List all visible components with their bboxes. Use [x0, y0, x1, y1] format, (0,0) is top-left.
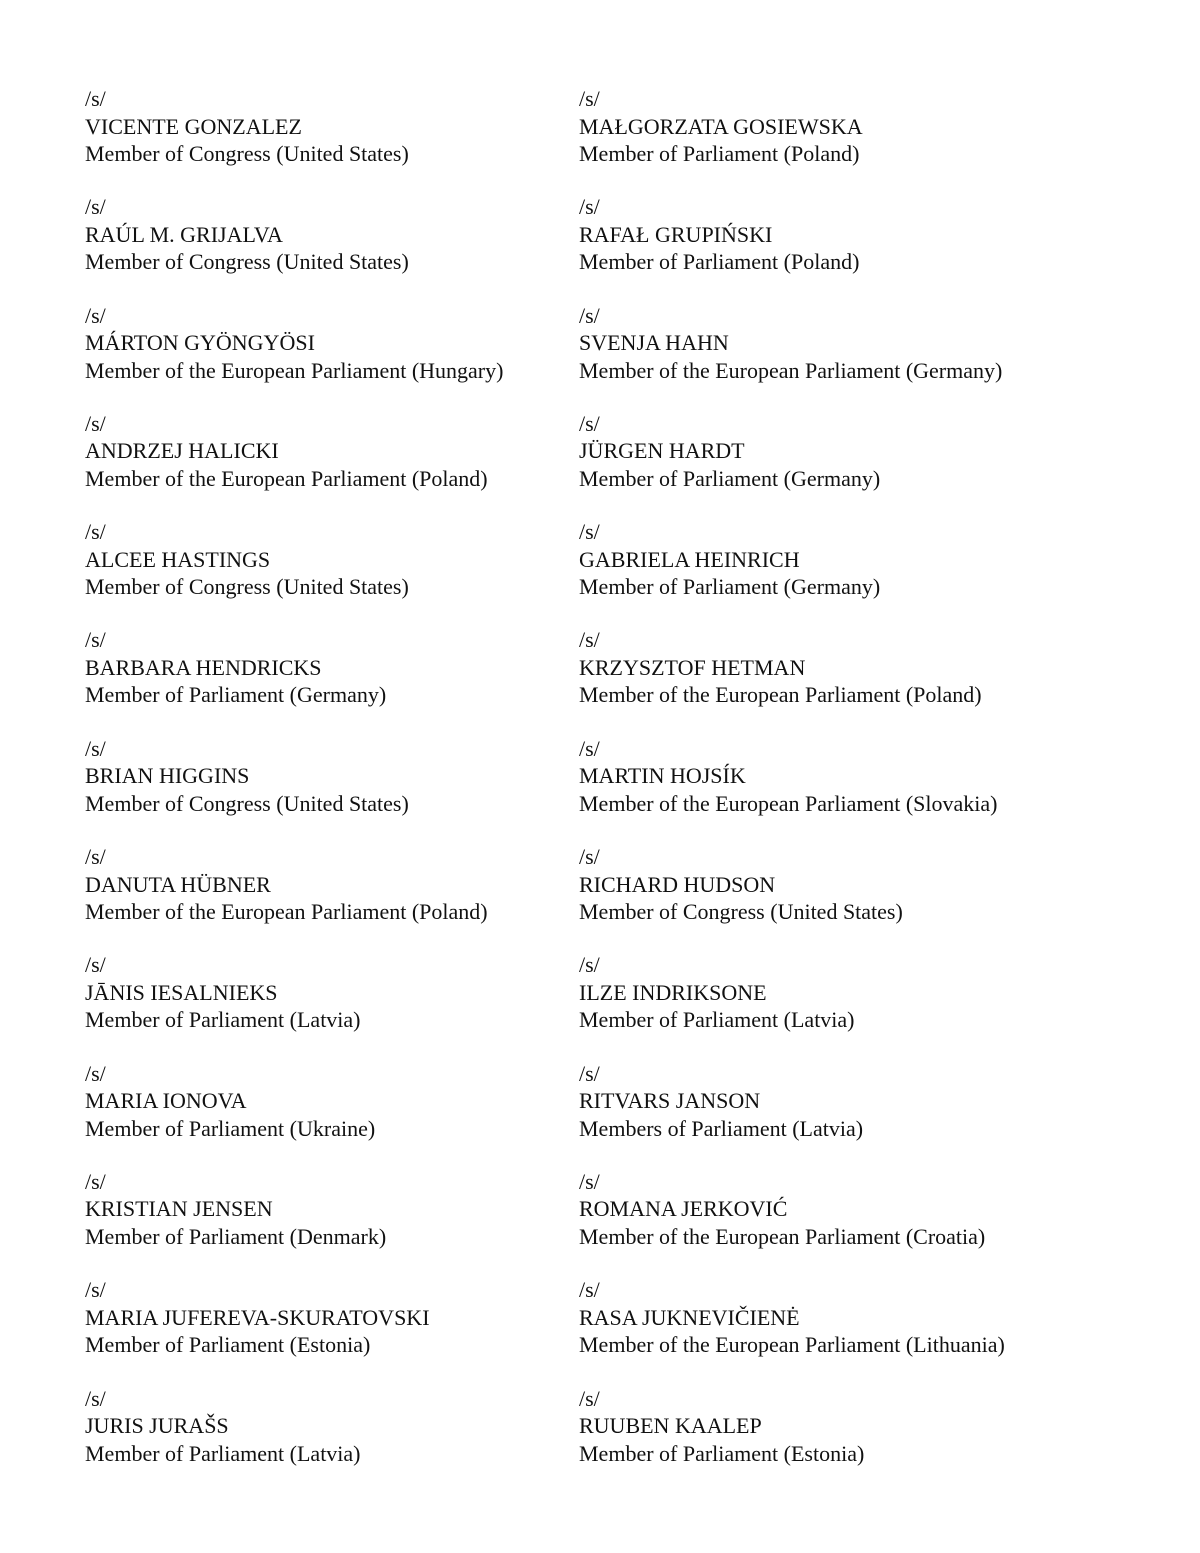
signature-block — [85, 518, 555, 626]
signature-block — [85, 951, 555, 1059]
signature-mark: /s/ — [579, 844, 600, 870]
signature-mark: /s/ — [85, 519, 106, 545]
signatory-name: ALCEE HASTINGS — [85, 546, 271, 572]
signature-block — [85, 85, 555, 193]
signature-mark: /s/ — [579, 1277, 600, 1303]
signatory-title: Member of the European Parliament (Poland) — [85, 899, 488, 925]
signature-block — [579, 1060, 1099, 1168]
signature-mark: /s/ — [579, 86, 600, 111]
signatory-name: VICENTE GONZALEZ — [85, 113, 302, 139]
signature-block — [85, 302, 555, 410]
signatory-name: MÁRTON GYÖNGYÖSI — [85, 330, 315, 356]
signature-column-right — [579, 85, 1099, 1493]
signature-mark: /s/ — [579, 410, 600, 436]
signature-mark: /s/ — [85, 410, 106, 436]
signatory-name: BRIAN HIGGINS — [85, 763, 250, 789]
signatory-name: RUUBEN KAALEP — [579, 1413, 762, 1439]
signatory-title: Member of Parliament (Latvia) — [579, 1007, 855, 1033]
signatory-name: SVENJA HAHN — [579, 330, 729, 356]
signatory-name: RAFAŁ GRUPIŃSKI — [579, 221, 773, 247]
signatory-name: GABRIELA HEINRICH — [579, 546, 800, 572]
signatory-title: Member of the European Parliament (Poland) — [85, 465, 488, 491]
signature-column-left — [85, 85, 555, 1493]
signatory-title: Member of Parliament (Germany) — [85, 682, 387, 708]
signature-mark: /s/ — [85, 194, 106, 220]
signature-block — [85, 1168, 555, 1276]
signature-block — [85, 626, 555, 734]
signature-block — [85, 1276, 555, 1384]
signature-block — [579, 85, 1099, 193]
signature-mark: /s/ — [85, 1385, 106, 1411]
signatory-name: ILZE INDRIKSONE — [579, 979, 767, 1005]
signatory-title: Member of Parliament (Poland) — [579, 141, 860, 166]
signatory-title: Member of the European Parliament (Slovakia) — [579, 790, 998, 816]
signatory-name: RITVARS JANSON — [579, 1088, 761, 1114]
signature-block — [579, 410, 1099, 518]
signatory-name: JĀNIS IESALNIEKS — [85, 979, 278, 1005]
signatory-title: Member of Parliament (Estonia) — [85, 1332, 371, 1358]
signature-block — [85, 193, 555, 301]
signature-mark: /s/ — [85, 1277, 106, 1303]
signatory-name: DANUTA HÜBNER — [85, 871, 271, 897]
signature-mark: /s/ — [579, 952, 600, 978]
signature-mark: /s/ — [85, 1168, 106, 1194]
signatory-name: KRZYSZTOF HETMAN — [579, 654, 806, 680]
signature-mark: /s/ — [579, 1168, 600, 1194]
signatory-name: KRISTIAN JENSEN — [85, 1196, 273, 1222]
signatory-title: Members of Parliament (Latvia) — [579, 1115, 864, 1141]
signatory-title: Member of the European Parliament (Lithuania) — [579, 1332, 1005, 1358]
signatory-name: BARBARA HENDRICKS — [85, 654, 322, 680]
signature-block — [85, 1060, 555, 1168]
signatory-title: Member of the European Parliament (Hungary) — [85, 357, 504, 383]
signatory-title: Member of Parliament (Germany) — [579, 574, 881, 600]
signature-block — [579, 302, 1099, 410]
signatory-name: RAÚL M. GRIJALVA — [85, 221, 283, 247]
signatory-name: RASA JUKNEVIČIENĖ — [579, 1304, 800, 1330]
signature-block — [85, 1385, 555, 1493]
signature-mark: /s/ — [579, 735, 600, 761]
signature-mark: /s/ — [85, 86, 106, 111]
signature-block — [579, 735, 1099, 843]
signatory-title: Member of the European Parliament (Germany) — [579, 357, 1003, 383]
signature-mark: /s/ — [579, 627, 600, 653]
signature-block — [579, 951, 1099, 1059]
signature-block — [85, 843, 555, 951]
signature-block — [579, 626, 1099, 734]
signature-mark: /s/ — [579, 302, 600, 328]
signature-block — [85, 735, 555, 843]
signatory-title: Member of Parliament (Germany) — [579, 465, 881, 491]
signatory-title: Member of Parliament (Denmark) — [85, 1223, 387, 1249]
signature-mark: /s/ — [85, 952, 106, 978]
signatory-title: Member of Congress (United States) — [85, 790, 409, 816]
signature-mark: /s/ — [85, 627, 106, 653]
signatory-name: MARIA JUFEREVA-SKURATOVSKI — [85, 1304, 430, 1330]
signatory-title: Member of Congress (United States) — [579, 899, 903, 925]
signatory-title: Member of the European Parliament (Poland) — [579, 682, 982, 708]
signatory-title: Member of Congress (United States) — [85, 574, 409, 600]
signature-mark: /s/ — [85, 844, 106, 870]
signature-block — [579, 193, 1099, 301]
signature-mark: /s/ — [85, 1060, 106, 1086]
signatory-name: MAŁGORZATA GOSIEWSKA — [579, 113, 863, 139]
signature-block — [579, 1168, 1099, 1276]
signatory-title: Member of Parliament (Latvia) — [85, 1440, 361, 1466]
signatory-title: Member of Parliament (Estonia) — [579, 1440, 865, 1466]
signature-block — [85, 410, 555, 518]
signatory-title: Member of Parliament (Latvia) — [85, 1007, 361, 1033]
signature-mark: /s/ — [579, 194, 600, 220]
signatory-name: ANDRZEJ HALICKI — [85, 438, 279, 464]
signature-mark: /s/ — [85, 735, 106, 761]
signature-mark: /s/ — [579, 1385, 600, 1411]
signature-mark: /s/ — [579, 519, 600, 545]
signatory-name: JURIS JURAŠS — [85, 1413, 229, 1439]
signatory-title: Member of Congress (United States) — [85, 249, 409, 275]
signatory-name: ROMANA JERKOVIĆ — [579, 1196, 788, 1222]
signatory-title: Member of Congress (United States) — [85, 141, 409, 166]
signatory-name: RICHARD HUDSON — [579, 871, 776, 897]
signatory-name: MARTIN HOJSÍK — [579, 763, 746, 789]
signatory-title: Member of Parliament (Poland) — [579, 249, 860, 275]
signatory-title: Member of Parliament (Ukraine) — [85, 1115, 376, 1141]
signatory-name: MARIA IONOVA — [85, 1088, 247, 1114]
signature-block — [579, 518, 1099, 626]
signature-block — [579, 843, 1099, 951]
signature-block — [579, 1385, 1099, 1493]
signature-mark: /s/ — [579, 1060, 600, 1086]
signature-mark: /s/ — [85, 302, 106, 328]
signatory-title: Member of the European Parliament (Croatia) — [579, 1223, 986, 1249]
signatory-name: JÜRGEN HARDT — [579, 438, 745, 464]
signature-block — [579, 1276, 1099, 1384]
